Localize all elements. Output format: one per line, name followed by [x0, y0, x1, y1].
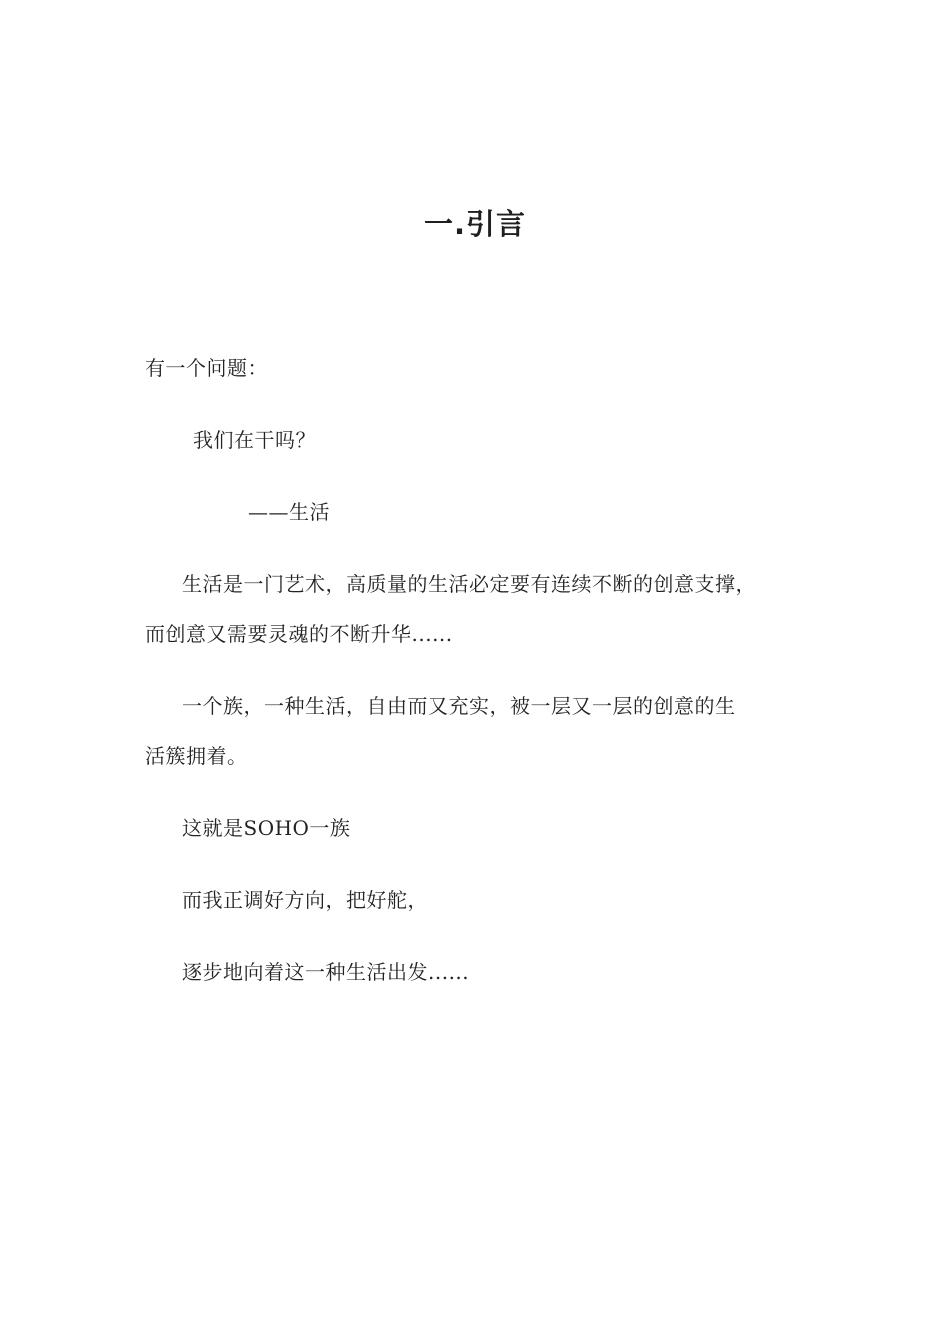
question-text: 我们在干吗？ — [193, 428, 316, 452]
direction-line: 而我正调好方向，把好舵， — [182, 888, 428, 912]
question-intro: 有一个问题： — [145, 356, 268, 380]
soho-line: 这就是SOHO一族 — [182, 816, 351, 840]
paragraph-1-line-1: 生活是一门艺术，高质量的生活必定要有连续不断的创意支撑， — [182, 572, 756, 596]
paragraph-2-line-1: 一个族，一种生活，自由而又充实，被一层又一层的创意的生 — [182, 694, 736, 718]
departure-line: 逐步地向着这一种生活出发...... — [182, 960, 470, 984]
paragraph-2-line-2: 活簇拥着。 — [145, 744, 248, 768]
paragraph-1-line-2: 而创意又需要灵魂的不断升华...... — [145, 622, 453, 646]
section-title: 一.引言 — [423, 207, 527, 241]
answer-text: ——生活 — [248, 500, 330, 524]
